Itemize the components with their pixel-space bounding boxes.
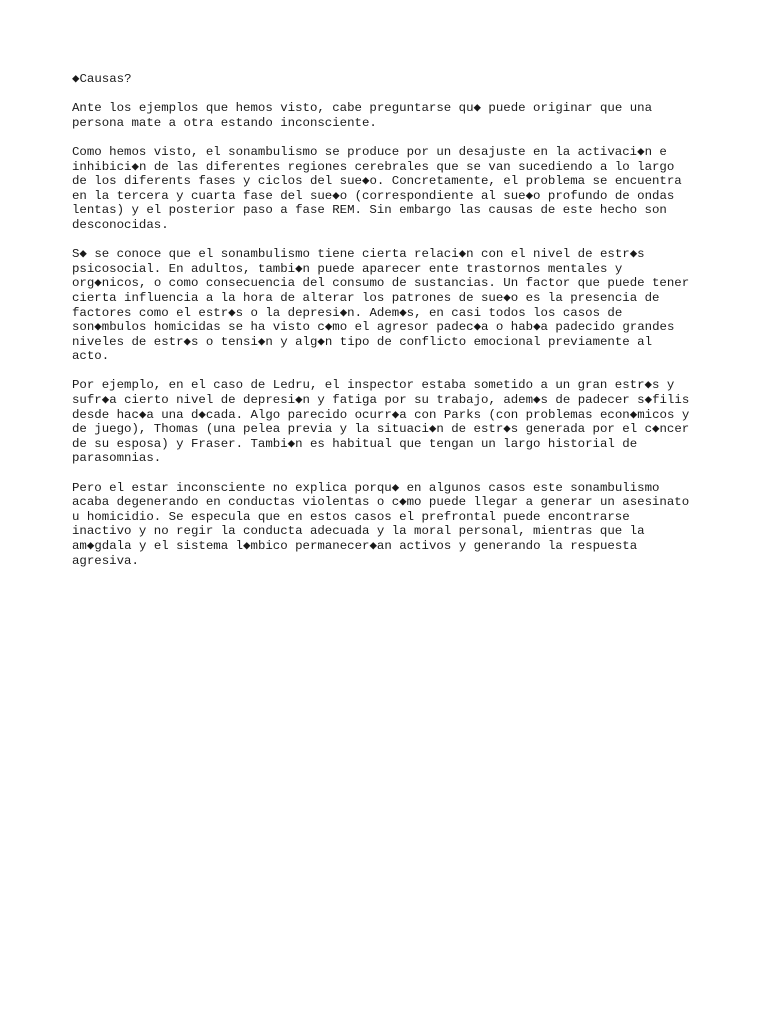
paragraph-line: S◆ se conoce que el sonambulismo tiene cierta relaci◆n con el nivel de estr◆s bbox=[72, 247, 645, 262]
section-heading bbox=[72, 72, 712, 87]
paragraph-line: psicosocial. En adultos, tambi◆n puede aparecer ente trastornos mentales y bbox=[72, 261, 623, 276]
paragraph-line: son◆mbulos homicidas se ha visto c◆mo el agresor padec◆a o hab◆a padecido grandes bbox=[72, 320, 675, 335]
paragraph-line: parasomnias. bbox=[72, 451, 162, 466]
paragraph-line: de los diferents fases y ciclos del sue◆o. Concretamente, el problema se encuentra bbox=[72, 174, 682, 189]
paragraph-5 bbox=[72, 481, 712, 569]
paragraph-line: lentas) y el posterior paso a fase REM. Sin embargo las causas de este hecho son bbox=[72, 203, 667, 218]
document-body bbox=[72, 72, 712, 583]
paragraph-line: acaba degenerando en conductas violentas o c◆mo puede llegar a generar un asesinato bbox=[72, 495, 690, 510]
heading-text: ◆Causas? bbox=[72, 72, 132, 86]
paragraph-line: Por ejemplo, en el caso de Ledru, el inspector estaba sometido a un gran estr◆s y bbox=[72, 378, 675, 393]
paragraph-line: Como hemos visto, el sonambulismo se produce por un desajuste en la activaci◆n e bbox=[72, 144, 667, 159]
paragraph-line: inactivo y no regir la conducta adecuada y la moral personal, mientras que la bbox=[72, 524, 645, 539]
paragraph-1 bbox=[72, 101, 712, 130]
paragraph-line: desde hac◆a una d◆cada. Algo parecido ocurr◆a con Parks (con problemas econ◆micos y bbox=[72, 407, 690, 422]
paragraph-line: de su esposa) y Fraser. Tambi◆n es habitual que tengan un largo historial de bbox=[72, 436, 638, 451]
paragraph-line: sufr◆a cierto nivel de depresi◆n y fatiga por su trabajo, adem◆s de padecer s◆filis bbox=[72, 393, 690, 408]
paragraph-line: cierta influencia a la hora de alterar los patrones de sue◆o es la presencia de bbox=[72, 290, 660, 305]
paragraph-line: inhibici◆n de las diferentes regiones cerebrales que se van sucediendo a lo largo bbox=[72, 159, 675, 174]
paragraph-line: niveles de estr◆s o tensi◆n y alg◆n tipo de conflicto emocional previamente al bbox=[72, 334, 653, 349]
paragraph-line: factores como el estr◆s o la depresi◆n. Adem◆s, en casi todos los casos de bbox=[72, 305, 623, 320]
paragraph-line: Ante los ejemplos que hemos visto, cabe preguntarse qu◆ puede originar que una bbox=[72, 101, 653, 116]
paragraph-line: desconocidas. bbox=[72, 217, 169, 232]
paragraph-line: en la tercera y cuarta fase del sue◆o (correspondiente al sue◆o profundo de ondas bbox=[72, 188, 675, 203]
paragraph-line: am◆gdala y el sistema l◆mbico permanecer◆an activos y generando la respuesta bbox=[72, 539, 638, 553]
paragraph-line: Pero el estar inconsciente no explica porqu◆ en algunos casos este sonambulismo bbox=[72, 480, 660, 495]
paragraph-2 bbox=[72, 145, 712, 233]
paragraph-line: org◆nicos, o como consecuencia del consumo de sustancias. Un factor que puede tener bbox=[72, 276, 690, 291]
paragraph-line: acto. bbox=[72, 349, 110, 364]
paragraph-line: persona mate a otra estando inconsciente. bbox=[72, 115, 377, 130]
paragraph-line: u homicidio. Se especula que en estos casos el prefrontal puede encontrarse bbox=[72, 509, 630, 524]
paragraph-line: de juego), Thomas (una pelea previa y la situaci◆n de estr◆s generada por el c◆ncer bbox=[72, 422, 690, 437]
paragraph-4 bbox=[72, 378, 712, 466]
paragraph-3 bbox=[72, 247, 712, 364]
paragraph-line: agresiva. bbox=[72, 553, 139, 568]
